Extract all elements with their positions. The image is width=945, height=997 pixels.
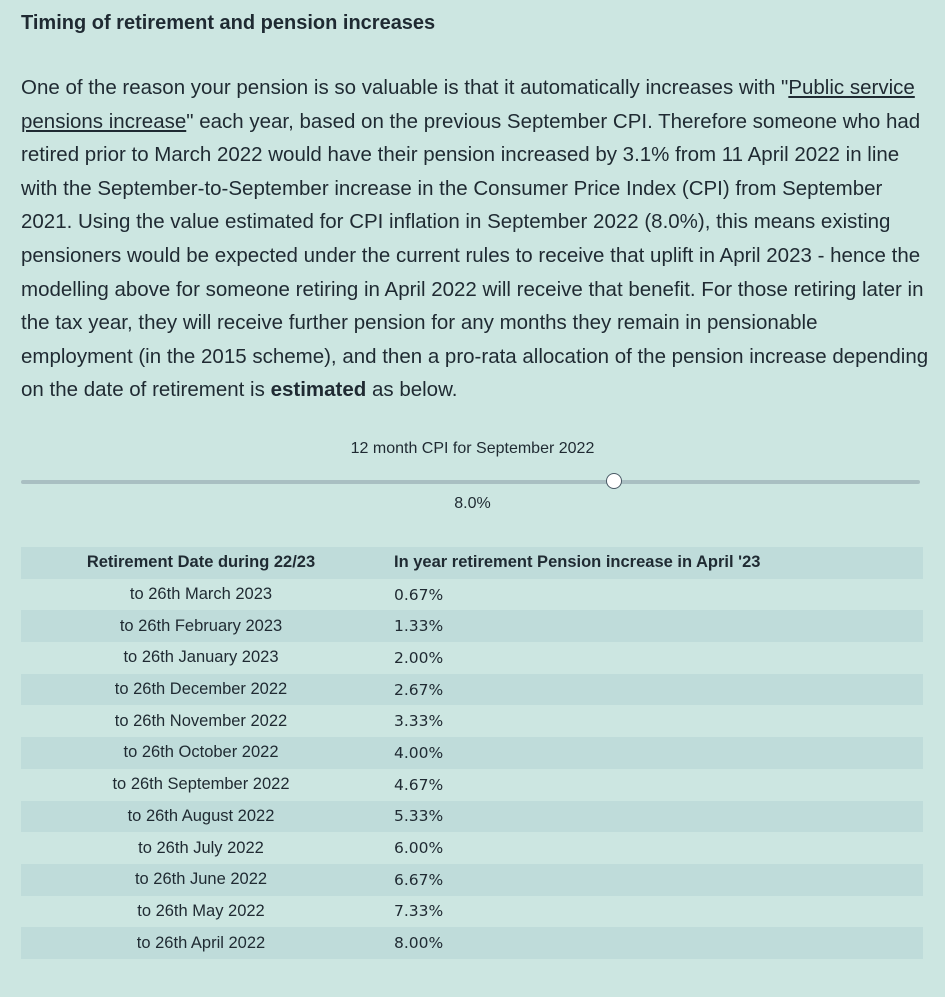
retirement-date-cell: to 26th March 2023 (129, 585, 273, 604)
pension-increase-cell: 8.00% (394, 934, 444, 953)
pension-increase-cell: 6.67% (394, 870, 444, 889)
pension-increase-cell: 3.33% (394, 712, 444, 731)
retirement-date-cell: to 26th August 2022 (127, 806, 275, 825)
pension-increase-table (21, 547, 923, 959)
section-heading: Timing of retirement and pension increases (21, 12, 436, 34)
paragraph-text-1: One of the reason your pension is so valuable is that it automatically increases with " (21, 76, 789, 99)
table-row (21, 705, 923, 737)
retirement-date-cell: to 26th April 2022 (136, 933, 266, 952)
pension-increase-cell: 1.33% (394, 617, 444, 636)
table-row (21, 674, 923, 706)
pension-increase-cell: 6.00% (394, 839, 444, 858)
pension-increase-cell: 5.33% (394, 807, 444, 826)
table-row (21, 769, 923, 801)
header-pension-increase: In year retirement Pension increase in April '23 (394, 553, 761, 572)
retirement-date-cell: to 26th January 2023 (123, 648, 279, 667)
table-row (21, 896, 923, 928)
retirement-date-cell: to 26th November 2022 (114, 711, 288, 730)
pension-increase-cell: 4.67% (394, 775, 444, 794)
table-row (21, 737, 923, 769)
estimated-emphasis: estimated (270, 378, 367, 402)
paragraph-text-3: as below. (366, 378, 458, 402)
retirement-date-cell: to 26th October 2022 (123, 743, 279, 762)
table-row (21, 801, 923, 833)
table-row (21, 832, 923, 864)
retirement-date-cell: to 26th July 2022 (138, 838, 264, 857)
cpi-slider-value: 8.0% (454, 495, 491, 512)
table-row (21, 610, 923, 642)
retirement-date-cell: to 26th June 2022 (134, 870, 268, 889)
table-row (21, 579, 923, 611)
explanation-paragraph (21, 71, 931, 407)
table-header-row (21, 547, 923, 579)
pension-increase-cell: 7.33% (394, 902, 444, 921)
table-row (21, 927, 923, 959)
pension-increase-cell: 2.00% (394, 648, 444, 667)
public-service-pensions-increase-link[interactable]: Public service pensions increase (21, 76, 915, 133)
cpi-slider-track[interactable] (21, 480, 920, 484)
pension-increase-cell: 4.00% (394, 743, 444, 762)
retirement-date-cell: to 26th May 2022 (137, 901, 265, 920)
header-retirement-date: Retirement Date during 22/23 (86, 553, 316, 572)
table-row (21, 642, 923, 674)
retirement-date-cell: to 26th September 2022 (112, 775, 290, 794)
cpi-slider-thumb[interactable] (606, 473, 622, 489)
pension-increase-cell: 2.67% (394, 680, 444, 699)
table-row (21, 864, 923, 896)
paragraph-text-2: " each year, based on the previous September CPI. Therefore someone who had retired prior to March 2022 would have their pension increased by 3.1% from 11 April 2022 in line with the September-to-September increase in the Consumer Price Index (CPI) from September 2021. Using the value estimated for CPI inflation in September 2022 (8.0%), this means existing pensioners would be expected under the current rules to receive that uplift in April 2023 - hence the modelling above for someone retiring in April 2022 will receive that benefit. For those retiring later in the tax year, they will receive further pension for any months they remain in pensionable employment (in the 2015 scheme), and then a pro-rata allocation of the pension increase depending on the date of retirement is (21, 109, 929, 402)
retirement-date-cell: to 26th February 2023 (119, 616, 283, 635)
retirement-date-cell: to 26th December 2022 (114, 680, 288, 699)
pension-increase-cell: 0.67% (394, 585, 444, 604)
cpi-slider-label: 12 month CPI for September 2022 (350, 440, 595, 457)
